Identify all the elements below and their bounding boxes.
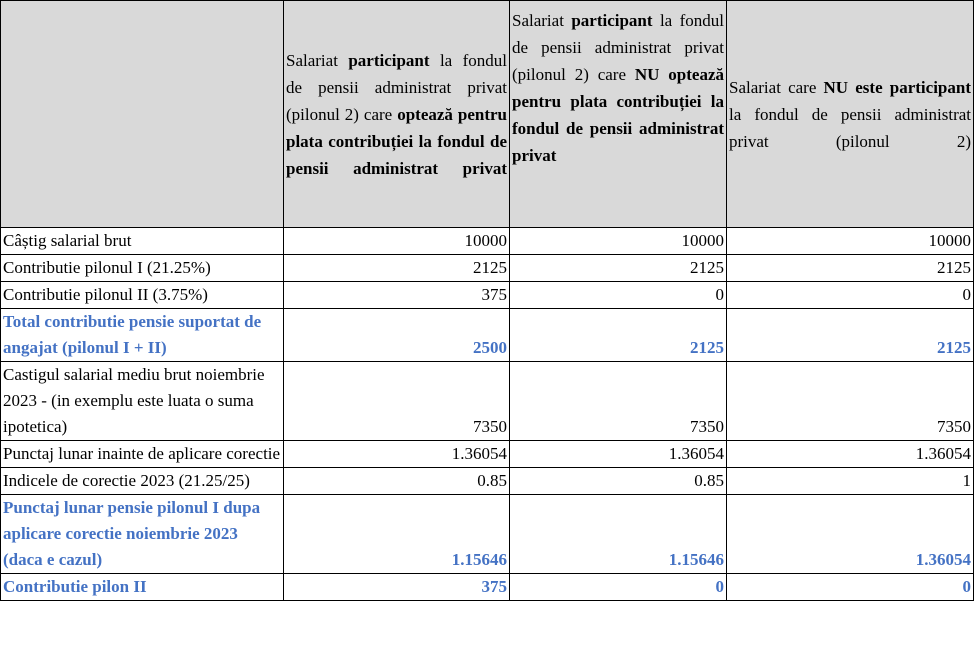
table-row-pillar1-contribution xyxy=(1,255,974,282)
row-label: Indicele de corectie 2023 (21.25/25) xyxy=(1,468,284,495)
row-value-col2: 7350 xyxy=(510,362,727,441)
row-value-col2: 0 xyxy=(510,574,727,601)
row-value-col1: 375 xyxy=(284,574,510,601)
row-value-col1: 375 xyxy=(284,282,510,309)
row-label: Punctaj lunar pensie pilonul I dupa aplicare corectie noiembrie 2023 (daca e cazul) xyxy=(1,495,284,574)
row-value-col3: 0 xyxy=(727,282,974,309)
row-value-col2: 2125 xyxy=(510,309,727,362)
row-value-col3: 10000 xyxy=(727,228,974,255)
table-row-points-before-correction xyxy=(1,441,974,468)
row-label: Contributie pilon II xyxy=(1,574,284,601)
row-label: Total contributie pensie suportat de angajat (pilonul I + II) xyxy=(1,309,284,362)
table-row-total-contribution xyxy=(1,309,974,362)
row-value-col1: 2125 xyxy=(284,255,510,282)
header-col-non-participant: Salariat care NU este participant la fondul de pensii administrat privat (pilonul 2) xyxy=(727,1,974,228)
row-label: Castigul salarial mediu brut noiembrie 2023 - (in exemplu este luata o suma ipotetica) xyxy=(1,362,284,441)
row-value-col3: 1 xyxy=(727,468,974,495)
row-value-col2: 10000 xyxy=(510,228,727,255)
header-col-participant-not-opts: Salariat participant la fondul de pensii administrat privat (pilonul 2) care NU optează pentru plata contribuției la fondul de pensii administrat privat xyxy=(510,1,727,228)
table-row-gross-salary xyxy=(1,228,974,255)
row-value-col1: 1.15646 xyxy=(284,495,510,574)
row-label: Contributie pilonul I (21.25%) xyxy=(1,255,284,282)
row-value-col3: 2125 xyxy=(727,309,974,362)
row-value-col3: 1.36054 xyxy=(727,441,974,468)
table-row-points-after-correction xyxy=(1,495,974,574)
row-value-col3: 0 xyxy=(727,574,974,601)
row-value-col1: 1.36054 xyxy=(284,441,510,468)
row-value-col1: 2500 xyxy=(284,309,510,362)
table-row-correction-index xyxy=(1,468,974,495)
row-value-col2: 1.36054 xyxy=(510,441,727,468)
row-value-col1: 7350 xyxy=(284,362,510,441)
table-row-average-gross-salary xyxy=(1,362,974,441)
row-value-col1: 0.85 xyxy=(284,468,510,495)
header-row xyxy=(1,1,974,228)
table-row-pillar2-total xyxy=(1,574,974,601)
row-label: Contributie pilonul II (3.75%) xyxy=(1,282,284,309)
header-corner-cell xyxy=(1,1,284,228)
row-value-col2: 1.15646 xyxy=(510,495,727,574)
row-value-col3: 1.36054 xyxy=(727,495,974,574)
row-label: Punctaj lunar inainte de aplicare corectie xyxy=(1,441,284,468)
row-value-col3: 7350 xyxy=(727,362,974,441)
table-row-pillar2-contribution xyxy=(1,282,974,309)
header-col-participant-opts: Salariat participant la fondul de pensii administrat privat (pilonul 2) care optează pentru plata contribuției la fondul de pensii administrat privat xyxy=(284,1,510,228)
row-value-col2: 2125 xyxy=(510,255,727,282)
row-label: Câștig salarial brut xyxy=(1,228,284,255)
row-value-col2: 0.85 xyxy=(510,468,727,495)
row-value-col1: 10000 xyxy=(284,228,510,255)
row-value-col3: 2125 xyxy=(727,255,974,282)
row-value-col2: 0 xyxy=(510,282,727,309)
